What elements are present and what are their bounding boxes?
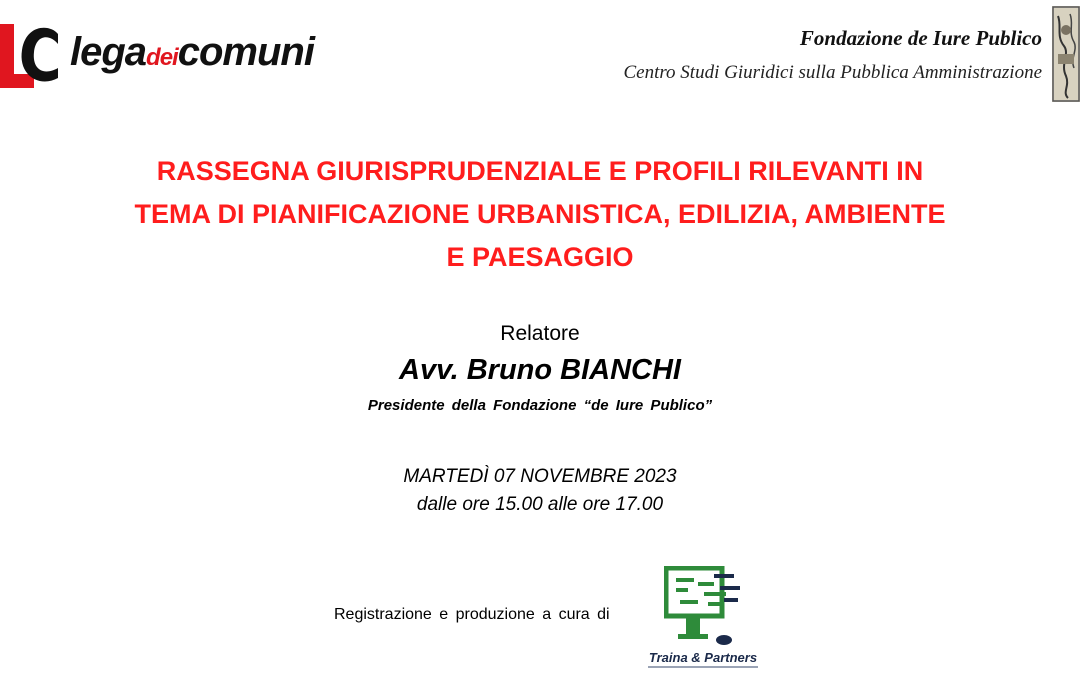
foundation-emblem-icon	[1052, 6, 1080, 102]
speaker-label: Relatore	[500, 322, 580, 345]
title-line-3: E PAESAGGIO	[446, 242, 634, 272]
logo-word-dei: dei	[146, 44, 178, 71]
partner-tagline-line	[640, 666, 766, 669]
title-line-1: RASSEGNA GIURISPRUDENZIALE E PROFILI RILEVANTI IN	[156, 156, 924, 186]
partner-logo	[640, 562, 770, 672]
production-note: Registrazione e produzione a cura di	[334, 606, 610, 623]
event-date: MARTEDÌ 07 NOVEMBRE 2023	[403, 466, 677, 487]
speaker-role: Presidente della Fondazione “de Iure Publico”	[367, 397, 713, 414]
speaker-name: Avv. Bruno BIANCHI	[399, 354, 681, 386]
logo-word-lega: lega	[70, 30, 147, 74]
event-time: dalle ore 15.00 alle ore 17.00	[416, 494, 664, 515]
partner-monitor-icon	[664, 566, 744, 650]
logo-word-comuni: comuni	[177, 30, 314, 74]
lc-logo-mark	[0, 20, 62, 92]
partner-name: Traina & Partners	[648, 650, 758, 665]
foundation-name: Fondazione de Iure Publico	[799, 26, 1042, 50]
title-line-2: TEMA DI PIANIFICAZIONE URBANISTICA, EDILIZIA, AMBIENTE	[134, 199, 946, 229]
main-title	[40, 150, 1040, 279]
logo-wordmark	[70, 30, 314, 75]
foundation-subtitle: Centro Studi Giuridici sulla Pubblica Amministrazione	[623, 62, 1042, 83]
lega-dei-comuni-logo	[0, 14, 360, 94]
